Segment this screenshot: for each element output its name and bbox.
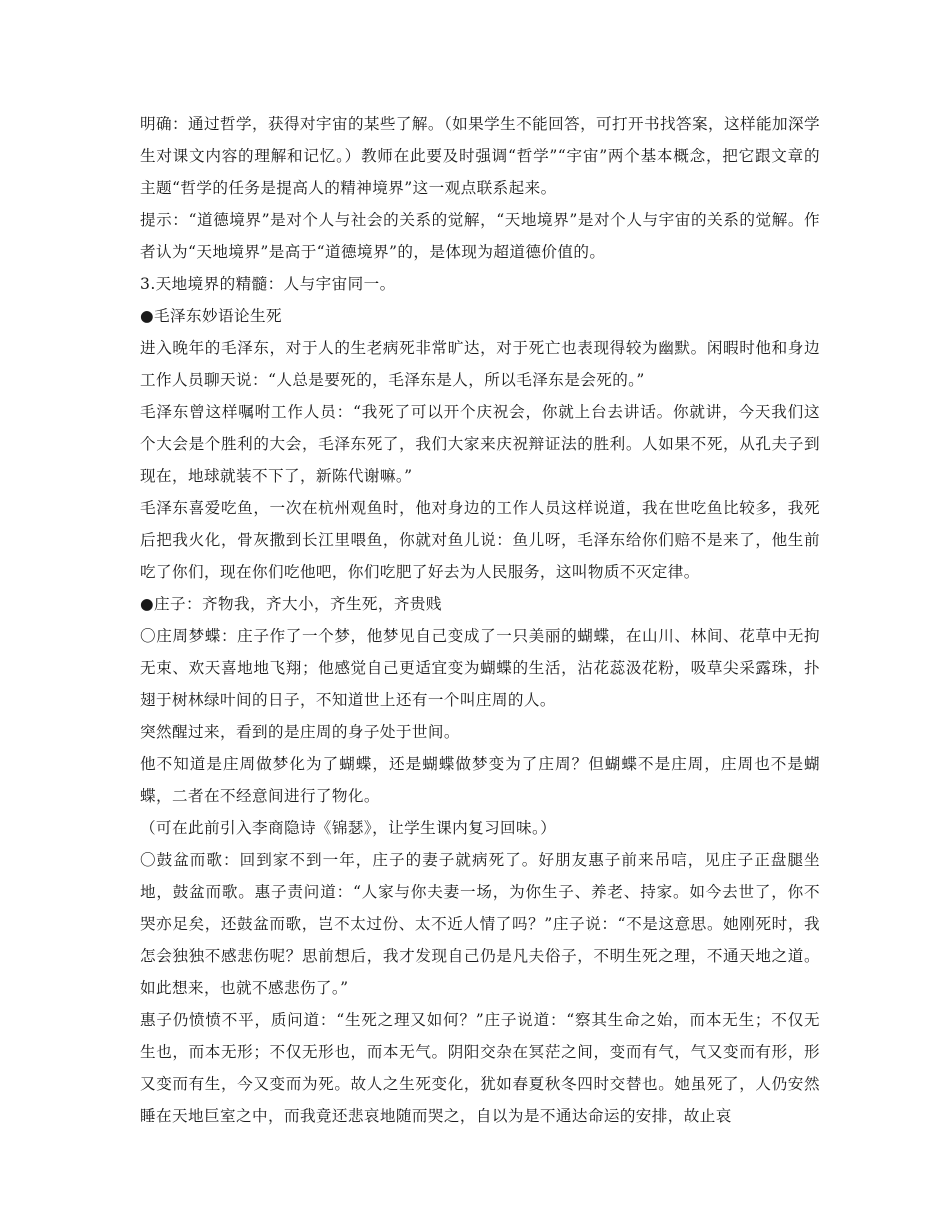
paragraph-transformation: 他不知道是庄周做梦化为了蝴蝶，还是蝴蝶做梦变为了庄周？但蝴蝶不是庄周，庄周也不是蝴蝶，二者在不经意间进行了物化。 — [140, 755, 820, 805]
paragraph-huizi-question: 惠子仍愤愤不平，质问道：“生死之理又如何？”庄子说道：“察其生命之始，而本无生；不仅无生也，而本无形；不仅无形也，而本无气。阴阳交杂在冥茫之间，变而有气，气又变而有形，形又变而有生，今又变而为死。故人之生死变化，犹如春夏秋冬四时交替也。她虽死了，人仍安然睡在天地巨室之中，而我竟还悲哀地随而哭之，自以为是不通达命运的安排，故止哀 — [140, 1011, 820, 1125]
paragraph-teaching-note: （可在此前引入李商隐诗《锦瑟》，让学生课内复习回味。） — [140, 819, 557, 837]
paragraph-awakening: 突然醒过来，看到的是庄周的身子处于世间。 — [140, 723, 460, 741]
paragraph-drumming-basin: 〇鼓盆而歌：回到家不到一年，庄子的妻子就病死了。好朋友惠子前来吊唁，见庄子正盘腿坐地，鼓盆而歌。惠子责问道：“人家与你夫妻一场，为你生子、养老、持家。如今去世了，你不哭亦足矣，还鼓盆而歌，岂不太过份、太不近人情了吗？”庄子说：“不是这意思。她刚死时，我怎会独独不感悲伤呢？思前想后，我才发现自己仍是凡夫俗子，不明生死之理，不通天地之道。如此想来，也就不感悲伤了。” — [140, 851, 820, 997]
subheading-mao-on-death: ●毛泽东妙语论生死 — [140, 307, 282, 325]
document-body — [140, 108, 820, 1132]
paragraph-butterfly-dream: 〇庄周梦蝶：庄子作了一个梦，他梦见自己变成了一只美丽的蝴蝶，在山川、林间、花草中无拘无束、欢天喜地地飞翔；他感觉自己更适宜变为蝴蝶的生活，沾花蕊汲花粉，吸草尖采露珠，扑翅于树林绿叶间的日子，不知道世上还有一个叫庄周的人。 — [140, 627, 820, 709]
paragraph-mao-3: 毛泽东喜爱吃鱼，一次在杭州观鱼时，他对身边的工作人员这样说道，我在世吃鱼比较多，我死后把我火化，骨灰撒到长江里喂鱼，你就对鱼儿说：鱼儿呀，毛泽东给你们赔不是来了，他生前吃了你们，现在你们吃他吧，你们吃肥了好去为人民服务，这叫物质不灭定律。 — [140, 499, 820, 581]
paragraph-mao-1: 进入晚年的毛泽东，对于人的生老病死非常旷达，对于死亡也表现得较为幽默。闲暇时他和身边工作人员聊天说：“人总是要死的，毛泽东是人，所以毛泽东是会死的。” — [140, 339, 820, 389]
paragraph-hint: 提示：“道德境界”是对个人与社会的关系的觉解，“天地境界”是对个人与宇宙的关系的觉解。作者认为“天地境界”是高于“道德境界”的，是体现为超道德价值的。 — [140, 211, 820, 261]
paragraph-mao-2: 毛泽东曾这样嘱咐工作人员：“我死了可以开个庆祝会，你就上台去讲话。你就讲，今天我们这个大会是个胜利的大会，毛泽东死了，我们大家来庆祝辩证法的胜利。人如果不死，从孔夫子到现在，地球就装不下了，新陈代谢嘛。” — [140, 403, 820, 485]
subheading-zhuangzi: ●庄子：齐物我，齐大小，齐生死，齐贵贱 — [140, 595, 442, 613]
paragraph-clarification: 明确：通过哲学，获得对宇宙的某些了解。（如果学生不能回答，可打开书找答案，这样能加深学生对课文内容的理解和记忆。）教师在此要及时强调“哲学”“宇宙”两个基本概念，把它跟文章的主题“哲学的任务是提高人的精神境界”这一观点联系起来。 — [140, 115, 820, 197]
section-heading-3: 3.天地境界的精髓：人与宇宙同一。 — [140, 275, 396, 293]
